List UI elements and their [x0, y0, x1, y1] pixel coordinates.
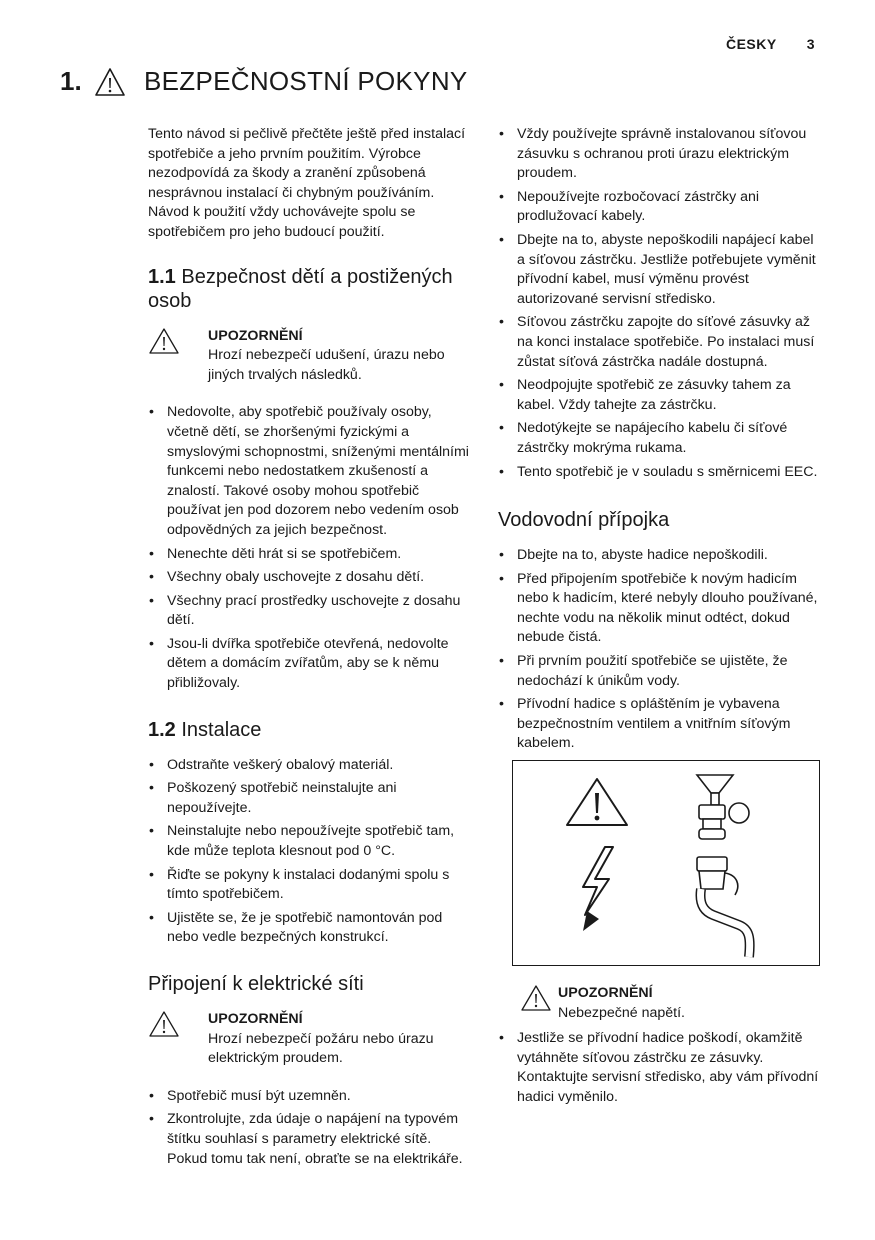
warning-triangle-icon — [520, 984, 552, 1012]
warning-block-children — [148, 327, 470, 386]
list-item: • Spotřebič musí být uzemněn. — [148, 1087, 470, 1107]
list-item: • Přívodní hadice s opláštěním je vybavena bezpečnostním ventilem a vnitřním síťovým kabelem. — [498, 695, 820, 754]
list-item: • Tento spotřebič je v souladu s směrnicemi EEC. — [498, 463, 820, 483]
list-item: • Neinstalujte nebo nepoužívejte spotřebič tam, kde může teplota klesnout pod 0 °C. — [148, 822, 470, 861]
warning-title: UPOZORNĚNÍ — [208, 327, 303, 344]
list-item: • Ujistěte se, že je spotřebič namontován pod nebo vedle bezpečných konstrukcí. — [148, 909, 470, 948]
list-item: • Síťovou zástrčku zapojte do síťové zásuvky až na konci instalace spotřebiče. Po instalaci musí zůstat síťová zástrčka nadále dostupná. — [498, 313, 820, 372]
page-header — [726, 36, 815, 52]
list-item: • Dbejte na to, abyste nepoškodili napájecí kabel a síťovou zástrčku. Jestliže potřebujete vyměnit přívodní kabel, musí výměnu provést autorizované servisní středisko. — [498, 231, 820, 309]
list-item: • Zkontrolujte, zda údaje o napájení na typovém štítku souhlasí s parametry elektrické sítě. Pokud tomu tak není, obraťte se na elektrikáře. — [148, 1110, 470, 1169]
warning-title: UPOZORNĚNÍ — [208, 1011, 303, 1027]
section-heading-water: Vodovodní přípojka — [498, 509, 670, 532]
hose-illustration — [513, 761, 819, 965]
list-item: • Odstraňte veškerý obalový materiál. — [148, 756, 470, 776]
list-children-safety — [148, 403, 470, 693]
hose-safety-figure — [512, 760, 820, 966]
lightning-bolt-icon — [583, 847, 613, 931]
left-column — [148, 125, 470, 1173]
warning-triangle-icon — [94, 67, 126, 97]
list-item: • Jsou-li dvířka spotřebiče otevřená, nedovolte dětem a domácím zvířatům, aby se k němu přibližovaly. — [148, 635, 470, 694]
page-number: 3 — [806, 36, 815, 52]
warning-block-voltage — [498, 984, 820, 1023]
list-electric-right — [498, 125, 820, 482]
warning-text: Nebezpečné napětí. — [558, 1004, 685, 1021]
list-item: • Jestliže se přívodní hadice poškodí, okamžitě vytáhněte síťovou zástrčku ze zásuvky. Kontaktujte servisní středisko, aby vám přívodní hadici vyměnilo. — [498, 1029, 820, 1107]
right-column — [498, 125, 820, 1112]
section-heading-electric: Připojení k elektrické síti — [148, 973, 364, 995]
warning-text: Hrozí nebezpečí požáru nebo úrazu elektrickým proudem. — [208, 1030, 434, 1067]
list-item: • Nepoužívejte rozbočovací zástrčky ani prodlužovací kabely. — [498, 188, 820, 227]
list-item: • Nedotýkejte se napájecího kabelu či síťové zástrčky mokrýma rukama. — [498, 419, 820, 458]
warning-block-electric — [148, 1010, 470, 1069]
list-installation — [148, 756, 470, 948]
water-tap-icon — [697, 775, 749, 839]
warning-triangle-icon — [567, 779, 627, 825]
list-item: • Řiďte se pokyny k instalaci dodanými spolu s tímto spotřebičem. — [148, 866, 470, 905]
list-water-after — [498, 1029, 820, 1107]
hose-connector-icon — [697, 857, 750, 957]
list-item: • Nenechte děti hrát si se spotřebičem. — [148, 545, 470, 565]
list-item: • Poškozený spotřebič neinstalujte ani nepoužívejte. — [148, 779, 470, 818]
language-label: ČESKY — [725, 36, 777, 52]
list-item: • Vždy používejte správně instalovanou síťovou zásuvku s ochranou proti úrazu elektrickým proudem. — [498, 125, 820, 184]
list-item: • Při prvním použití spotřebiče se ujistěte, že nedochází k únikům vody. — [498, 652, 820, 691]
chapter-number: 1. — [60, 66, 82, 96]
list-item: • Neodpojujte spotřebič ze zásuvky tahem za kabel. Vždy tahejte za zástrčku. — [498, 376, 820, 415]
list-item: • Před připojením spotřebiče k novým hadicím nebo k hadicím, které nebyly dlouho používané, nechte vodu na několik minut odtéct, dokud nebude čistá. — [498, 570, 820, 648]
intro-paragraph: Tento návod si pečlivě přečtěte ještě před instalací spotřebiče a jeho prvním použitím. Výrobce nezodpovídá za škody a zranění způsobená nesprávnou instalací či chybným používáním. Návod k použití vždy uchovávejte spolu se spotřebičem pro jeho budoucí použití. — [148, 126, 466, 240]
list-item: • Všechny obaly uschovejte z dosahu dětí. — [148, 568, 470, 588]
chapter-heading — [60, 66, 468, 97]
warning-triangle-icon — [148, 1010, 180, 1038]
warning-title: UPOZORNĚNÍ — [558, 985, 653, 1002]
list-electric-left — [148, 1087, 470, 1169]
section-heading-1-1: 1.1 Bezpečnost dětí a postižených osob — [148, 265, 453, 312]
list-item: • Všechny prací prostředky uschovejte z dosahu dětí. — [148, 592, 470, 631]
list-item: • Dbejte na to, abyste hadice nepoškodili. — [498, 546, 820, 566]
list-water — [498, 546, 820, 754]
chapter-title: BEZPEČNOSTNÍ POKYNY — [144, 66, 468, 96]
section-heading-1-2: 1.2 Instalace — [148, 718, 262, 741]
warning-text: Hrozí nebezpečí udušení, úrazu nebo jiných trvalých následků. — [208, 347, 445, 383]
list-item: • Nedovolte, aby spotřebič používaly osoby, včetně dětí, se zhoršenými fyzickými a smyslovými schopnostmi, sníženými mentálními funkcemi nebo nedostatkem zkušeností a znalostí. Takové osoby mohou spotřebič používat jen pod dozorem nebo vedením osob odpovědných za jejich bezpečnost. — [148, 403, 470, 540]
warning-triangle-icon — [148, 327, 180, 355]
